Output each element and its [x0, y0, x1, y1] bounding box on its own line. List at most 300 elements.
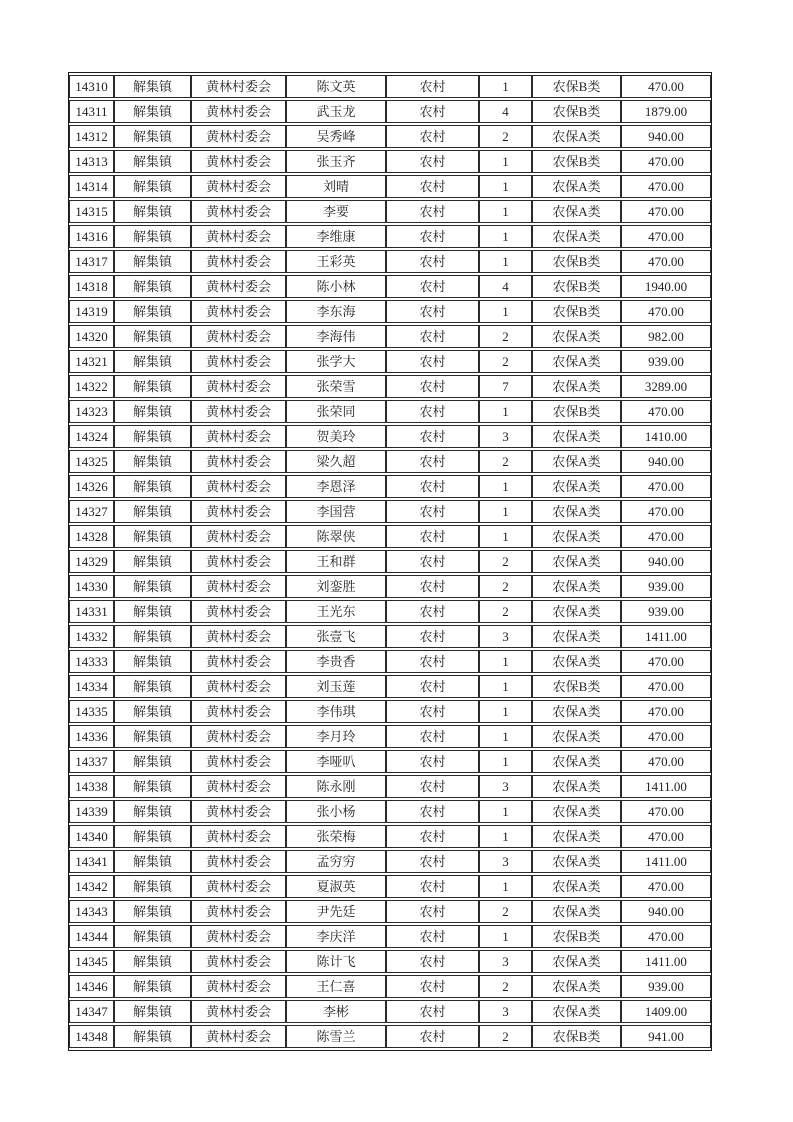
cell-insurance-category: 农保A类: [532, 225, 621, 248]
cell-insurance-category: 农保A类: [532, 700, 621, 723]
cell-town: 解集镇: [114, 625, 191, 648]
cell-village: 黄林村委会: [191, 475, 286, 498]
cell-person-count: 1: [479, 250, 532, 273]
cell-name: 李庆洋: [286, 925, 386, 948]
cell-village: 黄林村委会: [191, 750, 286, 773]
cell-insurance-category: 农保B类: [532, 75, 621, 98]
cell-amount: 470.00: [621, 825, 711, 848]
cell-residence-type: 农村: [386, 350, 479, 373]
cell-residence-type: 农村: [386, 875, 479, 898]
cell-person-count: 3: [479, 950, 532, 973]
cell-name: 李东海: [286, 300, 386, 323]
cell-residence-type: 农村: [386, 550, 479, 573]
cell-town: 解集镇: [114, 925, 191, 948]
cell-name: 李恩泽: [286, 475, 386, 498]
cell-insurance-category: 农保A类: [532, 875, 621, 898]
cell-village: 黄林村委会: [191, 600, 286, 623]
cell-id: 14329: [69, 550, 114, 573]
cell-insurance-category: 农保A类: [532, 200, 621, 223]
cell-village: 黄林村委会: [191, 800, 286, 823]
cell-village: 黄林村委会: [191, 875, 286, 898]
cell-insurance-category: 农保A类: [532, 350, 621, 373]
cell-insurance-category: 农保A类: [532, 900, 621, 923]
cell-id: 14314: [69, 175, 114, 198]
cell-id: 14320: [69, 325, 114, 348]
cell-name: 张玉齐: [286, 150, 386, 173]
cell-residence-type: 农村: [386, 325, 479, 348]
cell-town: 解集镇: [114, 100, 191, 123]
cell-town: 解集镇: [114, 825, 191, 848]
cell-village: 黄林村委会: [191, 500, 286, 523]
table-row: [69, 325, 711, 348]
cell-town: 解集镇: [114, 725, 191, 748]
cell-insurance-category: 农保A类: [532, 975, 621, 998]
cell-id: 14336: [69, 725, 114, 748]
cell-amount: 1940.00: [621, 275, 711, 298]
cell-id: 14340: [69, 825, 114, 848]
table-row: [69, 375, 711, 398]
cell-town: 解集镇: [114, 400, 191, 423]
cell-name: 张小杨: [286, 800, 386, 823]
cell-id: 14347: [69, 1000, 114, 1023]
cell-village: 黄林村委会: [191, 425, 286, 448]
cell-name: 贺美玲: [286, 425, 386, 448]
cell-amount: 940.00: [621, 900, 711, 923]
table-row: [69, 275, 711, 298]
cell-amount: 3289.00: [621, 375, 711, 398]
cell-village: 黄林村委会: [191, 825, 286, 848]
cell-insurance-category: 农保B类: [532, 275, 621, 298]
cell-id: 14341: [69, 850, 114, 873]
cell-village: 黄林村委会: [191, 400, 286, 423]
cell-insurance-category: 农保A类: [532, 775, 621, 798]
cell-residence-type: 农村: [386, 450, 479, 473]
cell-amount: 470.00: [621, 800, 711, 823]
cell-insurance-category: 农保A类: [532, 950, 621, 973]
cell-amount: 940.00: [621, 450, 711, 473]
cell-id: 14331: [69, 600, 114, 623]
cell-name: 张荣梅: [286, 825, 386, 848]
table-row: [69, 750, 711, 773]
table-row: [69, 950, 711, 973]
cell-id: 14327: [69, 500, 114, 523]
cell-village: 黄林村委会: [191, 550, 286, 573]
cell-town: 解集镇: [114, 500, 191, 523]
cell-name: 武玉龙: [286, 100, 386, 123]
cell-residence-type: 农村: [386, 75, 479, 98]
cell-amount: 982.00: [621, 325, 711, 348]
cell-town: 解集镇: [114, 650, 191, 673]
cell-person-count: 4: [479, 275, 532, 298]
cell-person-count: 2: [479, 900, 532, 923]
cell-person-count: 3: [479, 850, 532, 873]
cell-id: 14310: [69, 75, 114, 98]
cell-residence-type: 农村: [386, 1025, 479, 1048]
table-row: [69, 925, 711, 948]
cell-amount: 470.00: [621, 675, 711, 698]
cell-insurance-category: 农保A类: [532, 825, 621, 848]
cell-residence-type: 农村: [386, 125, 479, 148]
cell-amount: 939.00: [621, 350, 711, 373]
cell-village: 黄林村委会: [191, 350, 286, 373]
cell-person-count: 1: [479, 750, 532, 773]
cell-person-count: 1: [479, 475, 532, 498]
cell-town: 解集镇: [114, 325, 191, 348]
cell-insurance-category: 农保A类: [532, 125, 621, 148]
cell-id: 14337: [69, 750, 114, 773]
cell-person-count: 1: [479, 150, 532, 173]
cell-town: 解集镇: [114, 875, 191, 898]
cell-village: 黄林村委会: [191, 325, 286, 348]
cell-village: 黄林村委会: [191, 150, 286, 173]
cell-person-count: 2: [479, 450, 532, 473]
cell-village: 黄林村委会: [191, 1025, 286, 1048]
cell-amount: 470.00: [621, 925, 711, 948]
cell-town: 解集镇: [114, 350, 191, 373]
cell-amount: 1411.00: [621, 850, 711, 873]
table-row: [69, 600, 711, 623]
cell-amount: 939.00: [621, 975, 711, 998]
cell-residence-type: 农村: [386, 700, 479, 723]
cell-town: 解集镇: [114, 425, 191, 448]
cell-town: 解集镇: [114, 600, 191, 623]
cell-residence-type: 农村: [386, 650, 479, 673]
table-row: [69, 75, 711, 98]
cell-town: 解集镇: [114, 900, 191, 923]
cell-residence-type: 农村: [386, 375, 479, 398]
cell-person-count: 2: [479, 600, 532, 623]
cell-person-count: 2: [479, 550, 532, 573]
table-row: [69, 225, 711, 248]
cell-name: 孟穷穷: [286, 850, 386, 873]
cell-person-count: 1: [479, 225, 532, 248]
cell-person-count: 1: [479, 800, 532, 823]
cell-name: 李海伟: [286, 325, 386, 348]
cell-person-count: 1: [479, 700, 532, 723]
cell-person-count: 3: [479, 1000, 532, 1023]
cell-id: 14317: [69, 250, 114, 273]
cell-person-count: 1: [479, 400, 532, 423]
cell-id: 14346: [69, 975, 114, 998]
cell-id: 14330: [69, 575, 114, 598]
cell-insurance-category: 农保A类: [532, 1000, 621, 1023]
cell-person-count: 3: [479, 625, 532, 648]
cell-amount: 470.00: [621, 525, 711, 548]
cell-person-count: 1: [479, 500, 532, 523]
cell-name: 李国营: [286, 500, 386, 523]
cell-village: 黄林村委会: [191, 900, 286, 923]
cell-amount: 470.00: [621, 300, 711, 323]
cell-person-count: 1: [479, 925, 532, 948]
cell-amount: 470.00: [621, 700, 711, 723]
table-row: [69, 650, 711, 673]
table-row: [69, 1025, 711, 1048]
cell-village: 黄林村委会: [191, 575, 286, 598]
cell-amount: 470.00: [621, 725, 711, 748]
cell-person-count: 1: [479, 725, 532, 748]
cell-id: 14348: [69, 1025, 114, 1048]
cell-residence-type: 农村: [386, 175, 479, 198]
cell-village: 黄林村委会: [191, 250, 286, 273]
cell-residence-type: 农村: [386, 575, 479, 598]
cell-insurance-category: 农保B类: [532, 250, 621, 273]
cell-town: 解集镇: [114, 75, 191, 98]
cell-amount: 1409.00: [621, 1000, 711, 1023]
cell-residence-type: 农村: [386, 525, 479, 548]
cell-name: 李哑叭: [286, 750, 386, 773]
cell-insurance-category: 农保B类: [532, 100, 621, 123]
cell-residence-type: 农村: [386, 100, 479, 123]
cell-name: 张学大: [286, 350, 386, 373]
cell-village: 黄林村委会: [191, 175, 286, 198]
cell-name: 王和群: [286, 550, 386, 573]
cell-village: 黄林村委会: [191, 525, 286, 548]
cell-person-count: 1: [479, 300, 532, 323]
cell-amount: 470.00: [621, 175, 711, 198]
cell-amount: 470.00: [621, 500, 711, 523]
cell-village: 黄林村委会: [191, 950, 286, 973]
cell-town: 解集镇: [114, 250, 191, 273]
cell-residence-type: 农村: [386, 275, 479, 298]
table-row: [69, 525, 711, 548]
cell-residence-type: 农村: [386, 800, 479, 823]
cell-residence-type: 农村: [386, 975, 479, 998]
cell-town: 解集镇: [114, 300, 191, 323]
cell-insurance-category: 农保A类: [532, 600, 621, 623]
table-row: [69, 1000, 711, 1023]
cell-residence-type: 农村: [386, 400, 479, 423]
cell-amount: 470.00: [621, 400, 711, 423]
cell-insurance-category: 农保A类: [532, 800, 621, 823]
cell-person-count: 2: [479, 350, 532, 373]
cell-village: 黄林村委会: [191, 850, 286, 873]
table-row: [69, 500, 711, 523]
cell-amount: 1410.00: [621, 425, 711, 448]
cell-name: 尹先廷: [286, 900, 386, 923]
cell-name: 刘銮胜: [286, 575, 386, 598]
cell-name: 李维康: [286, 225, 386, 248]
table-row: [69, 875, 711, 898]
cell-town: 解集镇: [114, 375, 191, 398]
cell-residence-type: 农村: [386, 850, 479, 873]
cell-insurance-category: 农保A类: [532, 175, 621, 198]
table-row: [69, 150, 711, 173]
cell-person-count: 2: [479, 975, 532, 998]
cell-id: 14334: [69, 675, 114, 698]
cell-amount: 470.00: [621, 150, 711, 173]
cell-town: 解集镇: [114, 750, 191, 773]
cell-residence-type: 农村: [386, 500, 479, 523]
cell-insurance-category: 农保A类: [532, 475, 621, 498]
cell-town: 解集镇: [114, 1000, 191, 1023]
cell-id: 14315: [69, 200, 114, 223]
cell-name: 刘玉莲: [286, 675, 386, 698]
cell-insurance-category: 农保A类: [532, 525, 621, 548]
cell-village: 黄林村委会: [191, 450, 286, 473]
table-row: [69, 975, 711, 998]
cell-id: 14345: [69, 950, 114, 973]
cell-insurance-category: 农保B类: [532, 150, 621, 173]
cell-town: 解集镇: [114, 200, 191, 223]
table-row: [69, 850, 711, 873]
cell-town: 解集镇: [114, 950, 191, 973]
cell-name: 夏淑英: [286, 875, 386, 898]
cell-town: 解集镇: [114, 125, 191, 148]
cell-amount: 470.00: [621, 225, 711, 248]
table-row: [69, 425, 711, 448]
cell-residence-type: 农村: [386, 825, 479, 848]
cell-person-count: 2: [479, 575, 532, 598]
cell-id: 14322: [69, 375, 114, 398]
cell-name: 吴秀峰: [286, 125, 386, 148]
cell-id: 14343: [69, 900, 114, 923]
cell-name: 李要: [286, 200, 386, 223]
table-row: [69, 125, 711, 148]
cell-amount: 939.00: [621, 600, 711, 623]
table-row: [69, 575, 711, 598]
cell-name: 陈计飞: [286, 950, 386, 973]
cell-town: 解集镇: [114, 775, 191, 798]
table-row: [69, 725, 711, 748]
cell-village: 黄林村委会: [191, 700, 286, 723]
cell-insurance-category: 农保A类: [532, 575, 621, 598]
cell-name: 王仁喜: [286, 975, 386, 998]
cell-town: 解集镇: [114, 525, 191, 548]
cell-person-count: 2: [479, 325, 532, 348]
cell-id: 14333: [69, 650, 114, 673]
cell-residence-type: 农村: [386, 750, 479, 773]
cell-village: 黄林村委会: [191, 275, 286, 298]
cell-name: 张荣雪: [286, 375, 386, 398]
cell-amount: 1411.00: [621, 950, 711, 973]
cell-amount: 940.00: [621, 125, 711, 148]
cell-name: 刘晴: [286, 175, 386, 198]
cell-village: 黄林村委会: [191, 650, 286, 673]
cell-residence-type: 农村: [386, 225, 479, 248]
cell-insurance-category: 农保A类: [532, 725, 621, 748]
cell-id: 14325: [69, 450, 114, 473]
benefits-table: [68, 72, 712, 1051]
cell-id: 14326: [69, 475, 114, 498]
cell-person-count: 1: [479, 650, 532, 673]
cell-amount: 1411.00: [621, 625, 711, 648]
cell-person-count: 1: [479, 675, 532, 698]
cell-id: 14313: [69, 150, 114, 173]
cell-village: 黄林村委会: [191, 775, 286, 798]
cell-village: 黄林村委会: [191, 75, 286, 98]
cell-village: 黄林村委会: [191, 925, 286, 948]
table-row: [69, 400, 711, 423]
cell-residence-type: 农村: [386, 475, 479, 498]
cell-residence-type: 农村: [386, 425, 479, 448]
cell-name: 陈翠侠: [286, 525, 386, 548]
cell-amount: 470.00: [621, 250, 711, 273]
cell-residence-type: 农村: [386, 925, 479, 948]
table-row: [69, 675, 711, 698]
cell-amount: 940.00: [621, 550, 711, 573]
cell-person-count: 2: [479, 125, 532, 148]
cell-village: 黄林村委会: [191, 975, 286, 998]
cell-village: 黄林村委会: [191, 125, 286, 148]
table-row: [69, 700, 711, 723]
cell-person-count: 7: [479, 375, 532, 398]
cell-person-count: 1: [479, 75, 532, 98]
cell-residence-type: 农村: [386, 250, 479, 273]
cell-village: 黄林村委会: [191, 200, 286, 223]
cell-name: 陈雪兰: [286, 1025, 386, 1048]
cell-insurance-category: 农保A类: [532, 550, 621, 573]
table-row: [69, 175, 711, 198]
cell-insurance-category: 农保A类: [532, 500, 621, 523]
cell-id: 14321: [69, 350, 114, 373]
cell-person-count: 1: [479, 200, 532, 223]
cell-insurance-category: 农保B类: [532, 675, 621, 698]
cell-village: 黄林村委会: [191, 375, 286, 398]
table-body: [69, 75, 711, 1048]
table-row: [69, 775, 711, 798]
table-row: [69, 100, 711, 123]
table-row: [69, 625, 711, 648]
cell-town: 解集镇: [114, 450, 191, 473]
cell-id: 14335: [69, 700, 114, 723]
cell-insurance-category: 农保A类: [532, 650, 621, 673]
cell-town: 解集镇: [114, 175, 191, 198]
table-row: [69, 550, 711, 573]
cell-village: 黄林村委会: [191, 225, 286, 248]
cell-amount: 470.00: [621, 200, 711, 223]
cell-id: 14339: [69, 800, 114, 823]
cell-id: 14311: [69, 100, 114, 123]
cell-residence-type: 农村: [386, 950, 479, 973]
cell-village: 黄林村委会: [191, 100, 286, 123]
cell-person-count: 1: [479, 875, 532, 898]
cell-village: 黄林村委会: [191, 725, 286, 748]
cell-insurance-category: 农保A类: [532, 625, 621, 648]
cell-id: 14323: [69, 400, 114, 423]
cell-person-count: 3: [479, 775, 532, 798]
cell-residence-type: 农村: [386, 150, 479, 173]
cell-town: 解集镇: [114, 150, 191, 173]
cell-person-count: 3: [479, 425, 532, 448]
cell-person-count: 1: [479, 525, 532, 548]
cell-person-count: 1: [479, 175, 532, 198]
cell-amount: 470.00: [621, 875, 711, 898]
table-row: [69, 450, 711, 473]
cell-residence-type: 农村: [386, 200, 479, 223]
cell-name: 陈小林: [286, 275, 386, 298]
cell-insurance-category: 农保B类: [532, 400, 621, 423]
cell-insurance-category: 农保A类: [532, 425, 621, 448]
cell-insurance-category: 农保B类: [532, 925, 621, 948]
cell-name: 李伟琪: [286, 700, 386, 723]
table-row: [69, 900, 711, 923]
cell-person-count: 2: [479, 1025, 532, 1048]
cell-residence-type: 农村: [386, 900, 479, 923]
cell-amount: 470.00: [621, 75, 711, 98]
cell-name: 李月玲: [286, 725, 386, 748]
cell-town: 解集镇: [114, 700, 191, 723]
table-row: [69, 475, 711, 498]
table-row: [69, 250, 711, 273]
cell-name: 李贵香: [286, 650, 386, 673]
cell-amount: 939.00: [621, 575, 711, 598]
cell-name: 李彬: [286, 1000, 386, 1023]
cell-name: 王彩英: [286, 250, 386, 273]
cell-name: 梁久超: [286, 450, 386, 473]
cell-id: 14324: [69, 425, 114, 448]
cell-town: 解集镇: [114, 575, 191, 598]
cell-name: 张荣同: [286, 400, 386, 423]
